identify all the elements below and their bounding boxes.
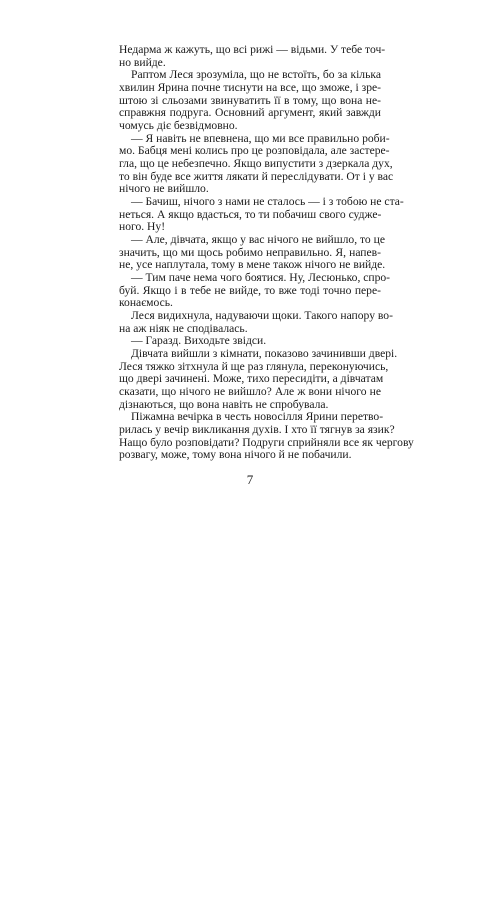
text-line: сказати, що нічого не вийшло? Але ж вони нічого не bbox=[119, 385, 381, 398]
text-line: Дівчата вийшли з кімнати, показово зачинивши двері. bbox=[131, 347, 398, 360]
text-line: розвагу, може, тому вона нічого й не побачили. bbox=[119, 448, 352, 462]
text-line: то він буде все життя лякати й переслідувати. От і у вас bbox=[119, 169, 394, 183]
text-line: — Тим паче нема чого боятися. Ну, Лесюнько, спро- bbox=[131, 271, 391, 284]
text-line: не, усе наплутала, тому в мене також нічого не вийде. bbox=[119, 258, 386, 272]
text-line: Нащо було розповідати? Подруги сприйняли все як чергову bbox=[119, 435, 414, 449]
text-line: справжня подруга. Основний аргумент, який завжди bbox=[119, 106, 381, 120]
book-page-text-continued bbox=[119, 464, 381, 904]
text-line: — Гаразд. Виходьте звідси. bbox=[131, 334, 267, 348]
text-line: Недарма ж кажуть, що всі рижі — відьми. У тебе точ- bbox=[119, 43, 386, 56]
text-line: штою зі сльозами звинуватить її в тому, що вона не- bbox=[119, 93, 381, 107]
page-number: 7 bbox=[246, 472, 254, 487]
text-line: хвилин Ярина почне тиснути на все, що зможе, і зре- bbox=[119, 81, 381, 94]
text-line: но вийде. bbox=[119, 55, 166, 69]
text-line: що двері зачинені. Може, тихо пересидіти, а дівчатам bbox=[119, 372, 384, 386]
text-line: мо. Бабця мені колись про це розповідала, але застере- bbox=[119, 144, 390, 158]
text-line: — Але, дівчата, якщо у вас нічого не вийшло, то це bbox=[131, 233, 385, 246]
text-line: Піжамна вечірка в честь новосілля Ярини перетво- bbox=[131, 410, 384, 424]
text-line: значить, що ми щось робимо неправильно. Я, напев- bbox=[119, 245, 381, 259]
text-line: — Я навіть не впевнена, що ми все правильно роби- bbox=[131, 131, 390, 145]
text-line: Леся видихнула, надуваючи щоки. Такого напору во- bbox=[131, 309, 393, 322]
text-line: на аж ніяк не сподівалась. bbox=[119, 321, 248, 335]
text-line: Леся тяжко зітхнула й ще раз глянула, переконуючись, bbox=[119, 359, 389, 373]
text-line: гла, що це небезпечно. Якщо випустити з дзеркала дух, bbox=[119, 157, 393, 170]
text-line: неться. А якщо вдасться, то ти побачиш свого судже- bbox=[119, 207, 382, 221]
book-page-text bbox=[119, 43, 414, 484]
text-line: нічого не вийшло. bbox=[119, 182, 209, 196]
text-line: буй. Якщо і в тебе не вийде, то вже тоді точно пере- bbox=[119, 283, 381, 297]
text-line: конаємось. bbox=[119, 296, 173, 310]
text-line: ного. Ну! bbox=[119, 220, 166, 234]
text-line: рилась у вечір викликання духів. І хто її тягнув за язик? bbox=[119, 423, 395, 436]
text-line: — Бачиш, нічого з нами не сталось — і з тобою не ста- bbox=[131, 195, 404, 208]
text-line: Раптом Леся зрозуміла, що не встоїть, бо за кілька bbox=[131, 68, 381, 82]
text-line: чомусь діє безвідмовно. bbox=[119, 119, 238, 132]
text-line: дізнаються, що вона навіть не спробувала. bbox=[119, 397, 329, 411]
